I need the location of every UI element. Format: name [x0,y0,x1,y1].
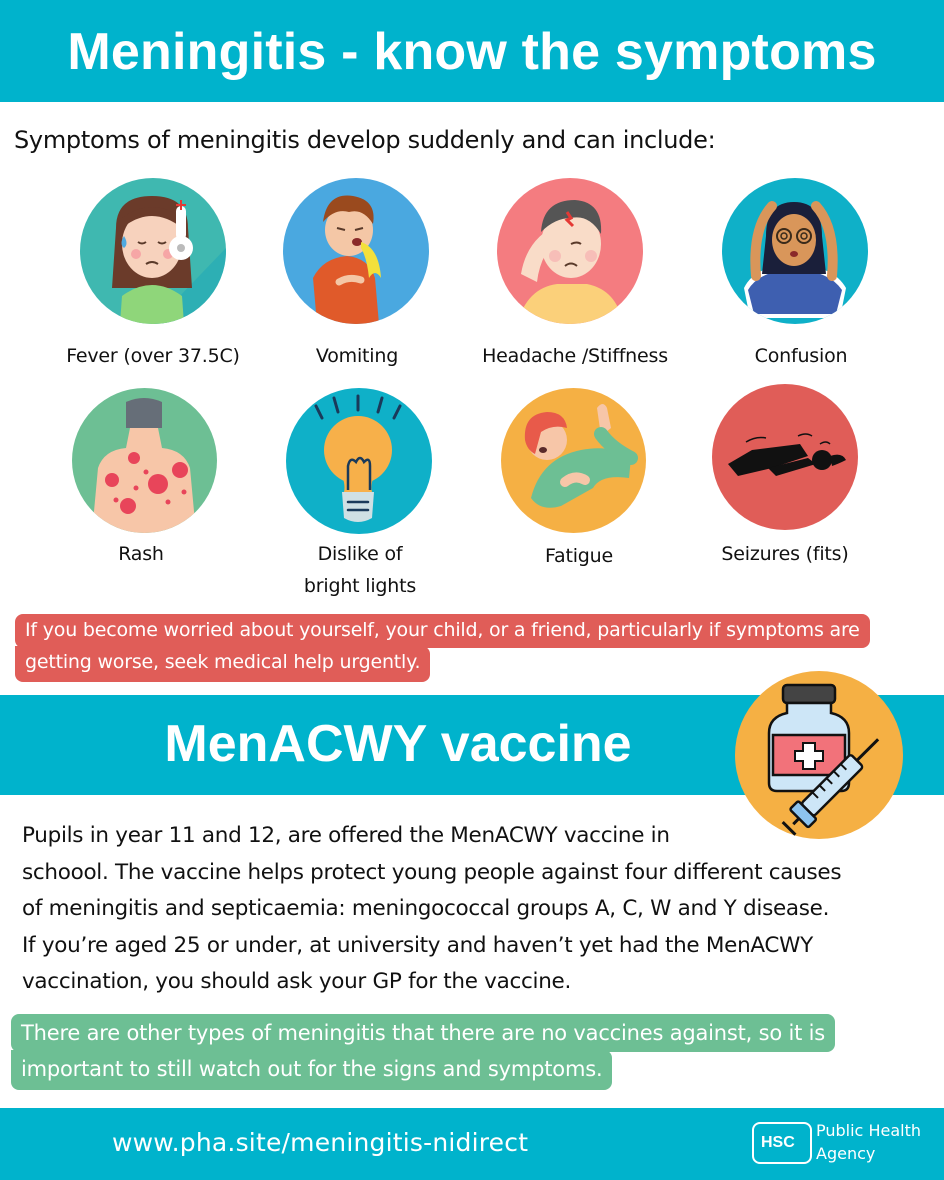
logo-line-2: Agency [816,1144,876,1163]
pha-logo [752,1119,932,1167]
vaccine-title: MenACWY vaccine [164,715,632,773]
intro-text: Symptoms of meningitis develop suddenly and can include: [14,126,716,154]
hsc-logo-mark: HSC [752,1122,812,1164]
symptom-fever [38,178,268,378]
symptom-label: Vomiting [315,345,399,367]
page-title: Meningitis - know the symptoms [67,23,877,81]
alert-line-1: If you become worried about yourself, your child, or a friend, particularly if symptoms are [15,614,870,648]
symptom-label: Rash [118,543,164,565]
vaccine-description [22,818,932,1001]
symptom-label: Seizures (fits) [721,543,849,565]
symptom-label-line2: bright lights [303,575,417,597]
alert-line-2: getting worse, seek medical help urgently. [15,646,430,682]
symptom-label: Fatigue [545,545,613,567]
vaccine-text-line: If you’re aged 25 or under, at university and haven’t yet had the MenACWY [22,932,813,958]
fever-icon [80,178,226,324]
website-link[interactable]: www.pha.site/meningitis-nidirect [112,1128,529,1157]
fatigue-icon [501,388,646,533]
symptom-fatigue [464,388,694,578]
headache-icon [497,178,643,324]
symptom-label: Fever (over 37.5C) [66,345,240,367]
symptom-label-line1: Dislike of [317,543,403,565]
note-line-2: important to still watch out for the signs and symptoms. [11,1050,612,1090]
symptom-vomiting [242,178,472,378]
symptom-headache [460,178,690,378]
vaccine-text-line: vaccination, you should ask your GP for the vaccine. [22,969,571,994]
lightbulb-icon [286,388,432,534]
vaccine-text-line: of meningitis and septicaemia: meningococcal groups A, C, W and Y disease. [22,896,830,921]
rash-icon [72,388,217,533]
vaccine-text-line: schoool. The vaccine helps protect young people against four different causes [22,859,842,885]
logo-line-1: Public Health [816,1121,921,1140]
symptom-label: Headache /Stiffness [482,345,668,367]
symptom-seizures [670,388,900,578]
note-line-1: There are other types of meningitis that there are no vaccines against, so it is [11,1014,835,1052]
symptom-confusion [686,178,916,378]
vomiting-icon [283,178,429,324]
logo-text [816,1119,921,1165]
symptom-label: Confusion [754,345,848,367]
seizure-icon [712,384,858,530]
symptom-rash [26,388,256,578]
vaccine-icon [735,671,903,839]
vaccine-text-line: Pupils in year 11 and 12, are offered the MenACWY vaccine in [22,823,670,848]
symptom-light-sensitivity [245,388,475,600]
confusion-icon [722,178,868,324]
